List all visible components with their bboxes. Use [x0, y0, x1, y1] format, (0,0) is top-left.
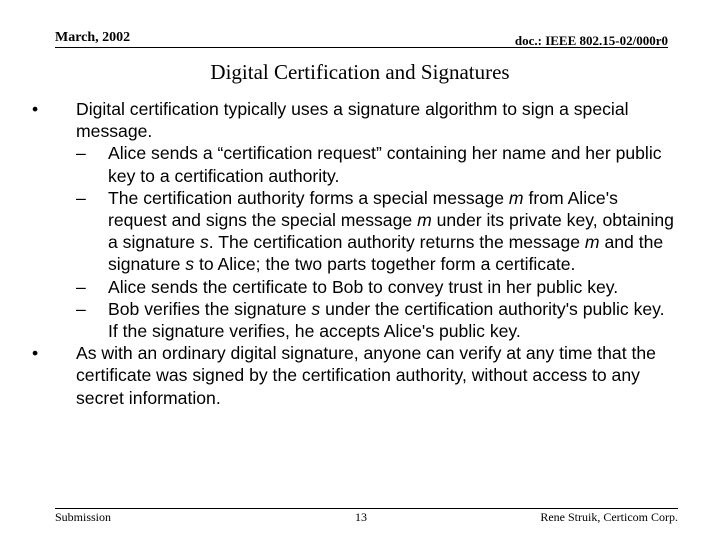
footer-author: Rene Struik, Certicom Corp. [540, 510, 678, 524]
text-run: Alice sends the certificate to Bob to convey trust in her public key. [108, 276, 619, 297]
text-run: Bob verifies the signature [108, 298, 312, 319]
header-doc-id: doc.: IEEE 802.15-02/000r0 [514, 33, 668, 48]
bullet-item [32, 342, 677, 409]
slide-title: Digital Certification and Signatures [210, 60, 510, 84]
bullet-text: Digital certification typically uses a signature algorithm to sign a special message. [76, 99, 629, 142]
sub-bullet-text [108, 276, 677, 298]
sub-bullet-dash: – [76, 276, 86, 297]
sub-bullet-text [108, 298, 677, 342]
slide-body [32, 98, 677, 409]
math-variable: s [311, 298, 321, 319]
text-run: under its private key, obtaining a signature [108, 210, 674, 253]
bullet-mark: • [32, 99, 39, 119]
sub-bullet-dash: – [76, 298, 86, 319]
math-variable: s [185, 254, 195, 275]
sub-bullet-dash: – [76, 143, 86, 164]
math-variable: m [417, 210, 432, 231]
math-variable: m [584, 232, 600, 253]
sub-bullet-item [32, 187, 677, 276]
header-date: March, 2002 [55, 30, 131, 45]
text-run: under the certification authority's public key. If the signature verifies, he accepts Alice's public key. [108, 298, 665, 342]
text-run: . The certification authority returns the message [208, 232, 585, 253]
sub-bullet-text [108, 187, 677, 276]
footer-page-number: 13 [355, 510, 367, 524]
sub-bullet-item [32, 276, 677, 298]
footer-submission: Submission [55, 510, 112, 524]
math-variable: s [199, 232, 209, 253]
text-run: The certification authority forms a special message [108, 187, 509, 208]
bullet-item [32, 98, 677, 142]
text-run: Alice sends a “certification request” containing her name and her public key to a certification authority. [108, 143, 662, 186]
header-rule [55, 47, 668, 48]
text-run: to Alice; the two parts together form a certificate. [194, 254, 576, 275]
bullet-mark: • [32, 343, 39, 364]
sub-bullet-text [108, 142, 677, 186]
math-variable: m [508, 187, 524, 208]
sub-bullet-dash: – [76, 187, 86, 208]
bullet-text: As with an ordinary digital signature, anyone can verify at any time that the certificate was signed by the certification authority, without access to any secret information. [76, 343, 656, 408]
text-run: from Alice's request and signs the special message [108, 187, 618, 231]
sub-bullet-item [32, 298, 677, 342]
sub-bullet-item [32, 142, 677, 186]
footer-rule [55, 508, 678, 509]
text-run: and the signature [108, 232, 664, 275]
